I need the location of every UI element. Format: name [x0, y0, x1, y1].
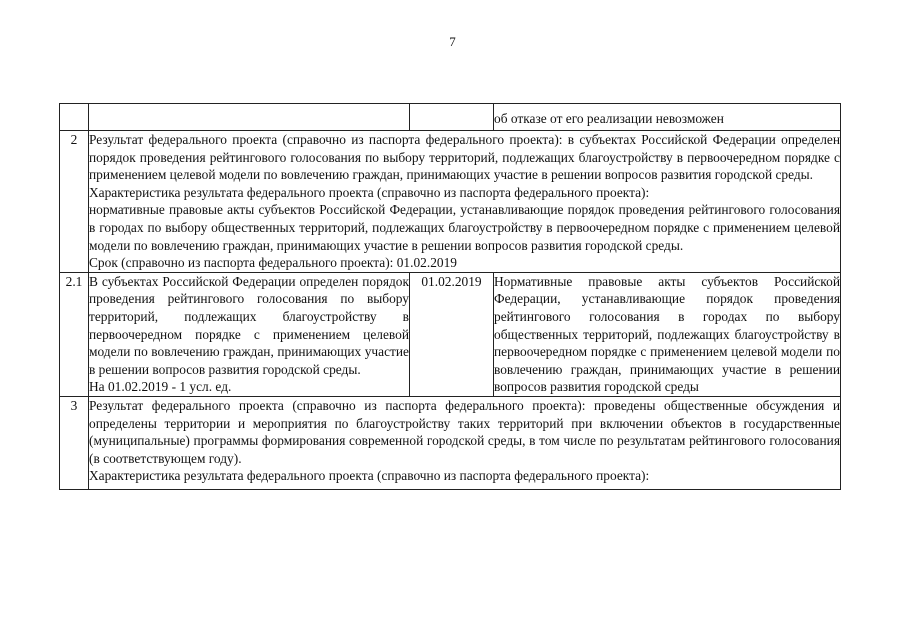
description-cell — [89, 104, 410, 131]
page-number: 7 — [449, 34, 456, 49]
indicator-text: На 01.02.2019 - 1 усл. ед. — [89, 379, 232, 395]
row-number: 2 — [60, 131, 89, 273]
result-cell: Нормативные правовые акты субъектов Российской Федерации, устанавливающие порядок проведения рейтингового голосования в городах по выбору общественных территорий, подлежащих благоустройству в первоочередном порядке с применением целевой модели по вовлечению граждан, принимающих участие в решении вопросов развития городской среды — [494, 272, 841, 396]
result-description-cell — [89, 131, 841, 273]
result-description-cell — [89, 396, 841, 489]
row-number: 2.1 — [60, 272, 89, 396]
event-description: В субъектах Российской Федерации определен порядок проведения рейтингового голосования по выбору территорий, подлежащих благоустройству в первоочередном порядке с применением целевой модели по вовлечению граждан, принимающих участие в решении вопросов развития городской среды. — [89, 273, 409, 377]
result-cell — [494, 104, 841, 131]
federal-result-text: Результат федерального проекта (справочно из паспорта федерального проекта): проведены общественные обсуждения и определены территории и мероприятия по благоустройству таких территорий при включении объектов в государственные (муниципальные) программы формирования современной городской среды, в том числе по результатам рейтингового голосования (в соответствующем году). — [89, 397, 840, 466]
characteristic-label: Характеристика результата федерального проекта (справочно из паспорта федерального проекта): — [89, 184, 650, 200]
date-cell — [410, 104, 494, 131]
continuation-text: об отказе от его реализации невозможен — [494, 111, 724, 126]
row-number: 3 — [60, 396, 89, 489]
num-cell — [60, 104, 89, 131]
table-row-2 — [60, 131, 841, 273]
deadline-text: Срок (справочно из паспорта федерального проекта): 01.02.2019 — [89, 255, 457, 271]
table-row-continuation — [60, 104, 841, 131]
date-cell: 01.02.2019 — [410, 272, 494, 396]
results-table — [59, 103, 841, 490]
table-row-2-1 — [60, 272, 841, 396]
characteristic-label: Характеристика результата федерального проекта (справочно из паспорта федерального проекта): — [89, 468, 650, 484]
description-cell — [89, 272, 410, 396]
table-row-3 — [60, 396, 841, 489]
characteristic-text: нормативные правовые акты субъектов Российской Федерации, устанавливающие порядок проведения рейтингового голосования в городах по выбору общественных территорий, подлежащих благоустройству в первоочередном порядке с применением целевой модели по вовлечению граждан, принимающих участие в решении вопросов развития городской среды. — [89, 202, 840, 253]
federal-result-text: Результат федерального проекта (справочно из паспорта федерального проекта): в субъектах Российской Федерации определен порядок проведения рейтингового голосования по выбору территорий, подлежащих благоустройству в первоочередном порядке с применением целевой модели по вовлечению граждан, принимающих участие в решении вопросов развития городской среды. — [89, 132, 840, 183]
